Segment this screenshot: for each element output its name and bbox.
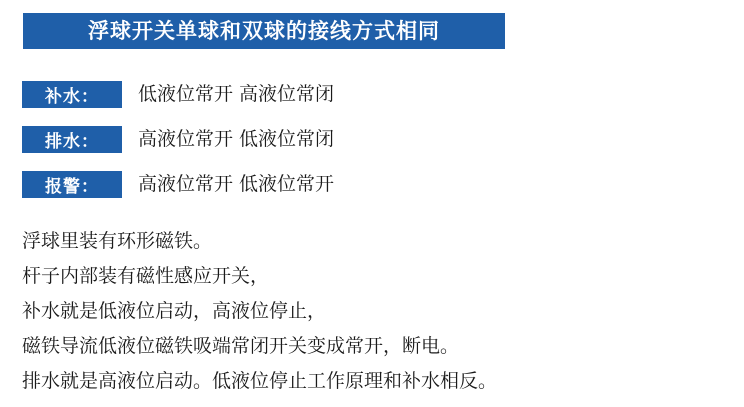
mode-tag-alarm: 报警： [20,169,124,200]
mode-desc-water-supply: 低液位常开 高液位常闭 [138,82,335,105]
mode-tag-water-supply: 补水： [20,79,124,110]
mode-desc-drainage: 高液位常开 低液位常闭 [138,127,335,150]
note-line-2: 杆子内部装有磁性感应开关， [22,264,270,287]
notes-block [22,228,732,395]
mode-row-water-supply [20,76,720,112]
page-title: 浮球开关单球和双球的接线方式相同 [88,18,440,43]
mode-list [20,76,720,211]
mode-tag-drainage: 排水： [20,124,124,155]
mode-row-alarm [20,166,720,202]
mode-desc-alarm: 高液位常开 低液位常开 [138,172,335,195]
note-line-5: 排水就是高液位启动。低液位停止工作原理和补水相反。 [22,369,498,392]
mode-row-drainage [20,121,720,157]
title-banner [20,10,508,52]
note-line-4: 磁铁导流低液位磁铁吸端常闭开关变成常开，断电。 [22,334,460,357]
note-line-3: 补水就是低液位启动，高液位停止， [22,299,327,322]
note-line-1: 浮球里装有环形磁铁。 [22,230,213,252]
